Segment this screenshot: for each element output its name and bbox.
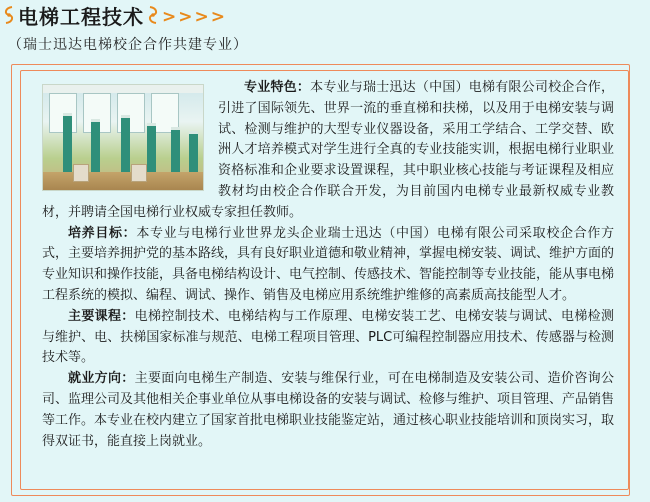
section-label: 主要课程： <box>68 308 135 324</box>
section-label: 就业方向： <box>68 371 135 387</box>
right-ornament-icon <box>146 5 160 30</box>
section-employment <box>42 369 614 452</box>
section-text: 主要面向电梯生产制造、安装与维保行业，可在电梯制造及安装公司、造价咨询公司、监理公司及其他相关企事业单位从事电梯设备的安装与调试、检修与维护、项目管理、产品销售等工作。本专业在校内建立了国家首批电梯职业技能鉴定站，通过核心职业技能培训和顶岗实习，取得双证书，能直接上岗就业。 <box>42 371 615 449</box>
section-courses <box>42 307 614 369</box>
page-header <box>0 0 650 58</box>
section-text: 电梯控制技术、电梯结构与工作原理、电梯安装工艺、电梯安装与调试、电梯检测与维护、电、扶梯国家标准与规范、电梯工程项目管理、PLC可编程控制器应用技术、传感器与检测技术等。 <box>42 308 614 366</box>
left-ornament-icon <box>2 5 16 30</box>
title-arrows: >>>> <box>162 7 227 27</box>
section-text: 本专业与瑞士迅达（中国）电梯有限公司校企合作，引进了国际领先、世界一流的垂直梯和扶梯，以及用于电梯安装与调试、检测与维护的大型专业仪器设备，采用工学结合、工学交替、欧洲人才培养模式对学生进行全真的专业技能实训，根据电梯行业职业资格标准和企业要求设置课程，其中职业核心技能与考证课程及相应教材均由校企合作联合开发，为目前国内电梯专业最新权威专业教材，并聘请全国电梯行业权威专家担任教师。 <box>42 80 614 220</box>
section-text: 本专业与电梯行业世界龙头企业瑞士迅达（中国）电梯有限公司采取校企合作方式，主要培养拥护党的基本路线，具有良好职业道德和敬业精神，掌握电梯安装、调试、维护方面的专业知识和操作技能，具备电梯结构设计、电气控制、传感技术、智能控制等专业技能，能从事电梯工程系统的模拟、编程、调试、操作、销售及电梯应用系统维护维修的高素质高技能型人才。 <box>42 225 615 303</box>
section-label: 专业特色： <box>244 80 311 95</box>
section-label: 培养目标： <box>68 225 137 241</box>
content-body <box>42 78 614 452</box>
training-lab-photo <box>42 84 204 191</box>
section-goals <box>42 224 614 307</box>
page-subtitle: （瑞士迅达电梯校企合作共建专业） <box>8 37 248 53</box>
title-row <box>2 4 227 30</box>
page-title: 电梯工程技术 <box>18 5 144 29</box>
